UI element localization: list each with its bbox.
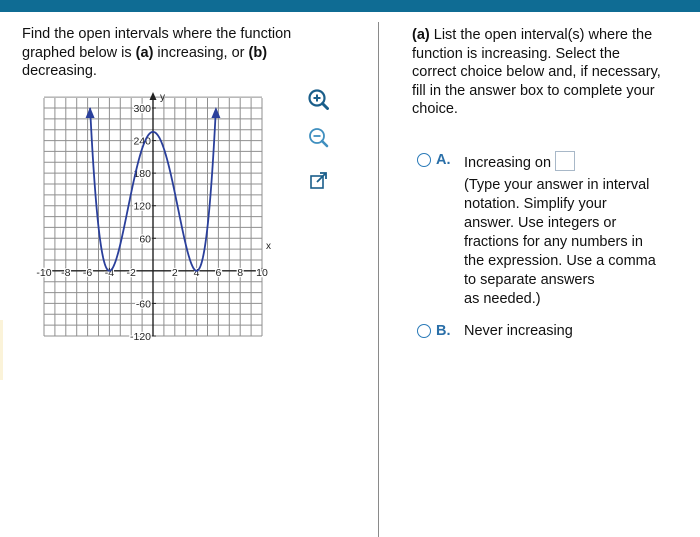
choice-a-letter-text: A. xyxy=(436,152,451,168)
question-line-2-pre: graphed below is xyxy=(22,44,136,61)
y-tick-label: -120 xyxy=(129,331,151,343)
hint-line-6: to separate answers xyxy=(464,272,595,288)
x-tick-label: -4 xyxy=(104,266,115,279)
x-tick-label: 4 xyxy=(193,266,200,279)
question-line-1: Find the open intervals where the function xyxy=(22,26,292,42)
question-text xyxy=(22,25,352,81)
part-a-line-1 xyxy=(412,26,687,45)
y-tick-label: 120 xyxy=(133,200,151,213)
part-a-line-2: function is increasing. Select the xyxy=(412,45,620,62)
choice-b-letter xyxy=(436,322,451,341)
x-tick-label: 8 xyxy=(237,266,244,279)
choice-a-letter xyxy=(436,151,451,170)
hint-line-1: (Type your answer in interval xyxy=(464,177,650,193)
question-line-3: decreasing. xyxy=(22,63,97,79)
curve-arrow-left xyxy=(86,107,95,118)
y-tick-label: 300 xyxy=(133,103,151,115)
y-axis-label: y xyxy=(160,92,165,103)
y-tick-label: -60 xyxy=(135,298,151,311)
hint-line-3: answer. Use integers or xyxy=(464,215,617,231)
question-line-2-mid: increasing, or xyxy=(153,44,249,61)
zoom-in-icon xyxy=(307,88,329,110)
x-tick-label: 6 xyxy=(215,266,222,279)
hint-line-2: notation. Simplify your xyxy=(464,196,607,212)
choice-a-label-row xyxy=(464,151,575,173)
question-part-b-label: (b) xyxy=(248,44,268,61)
popout-icon xyxy=(308,170,330,192)
question-line-2 xyxy=(22,44,352,63)
curve-arrow-right xyxy=(211,107,220,118)
panel-divider xyxy=(378,22,379,537)
choice-a-hint xyxy=(464,176,694,309)
zoom-out-button[interactable] xyxy=(307,126,329,148)
choice-b-letter-text: B. xyxy=(436,323,451,339)
hint-line-5: the expression. Use a comma xyxy=(464,253,656,269)
question-part-a-label: (a) xyxy=(135,44,154,61)
hint-line-4: fractions for any numbers in xyxy=(464,234,643,250)
graph-svg xyxy=(30,88,300,348)
popout-button[interactable] xyxy=(308,170,330,192)
y-tick-label: 180 xyxy=(133,168,151,181)
choice-a-radio[interactable] xyxy=(417,153,431,167)
x-tick-label: -2 xyxy=(126,266,136,279)
header-bar xyxy=(0,0,700,12)
y-tick-label: 240 xyxy=(133,135,151,148)
hint-line-7: as needed.) xyxy=(464,291,541,307)
part-a-line-3: correct choice below and, if necessary, xyxy=(412,64,661,80)
function-graph xyxy=(30,88,300,348)
choice-a-label: Increasing on xyxy=(464,155,552,171)
answer-input-box[interactable] xyxy=(555,151,575,171)
x-tick-label: -8 xyxy=(61,266,71,279)
choice-b-label: Never increasing xyxy=(464,323,573,339)
x-tick-label: 10 xyxy=(256,266,268,279)
x-tick-label: 2 xyxy=(171,266,178,279)
zoom-out-icon xyxy=(307,126,329,148)
left-edge-accent xyxy=(0,320,3,380)
part-a-line-5: choice. xyxy=(412,101,458,117)
x-tick-label: -10 xyxy=(36,266,52,279)
part-a-instructions xyxy=(412,26,687,119)
y-tick-label: 60 xyxy=(139,233,151,246)
x-tick-label: -6 xyxy=(82,266,93,279)
choice-b-radio[interactable] xyxy=(417,324,431,338)
part-a-line-4: fill in the answer box to complete your xyxy=(412,82,655,99)
zoom-in-button[interactable] xyxy=(307,88,329,110)
part-a-label: (a) xyxy=(412,27,430,43)
y-axis-arrow xyxy=(150,92,157,100)
x-axis-label: x xyxy=(266,240,271,252)
part-a-line-1-text: List the open interval(s) where the xyxy=(429,27,653,43)
